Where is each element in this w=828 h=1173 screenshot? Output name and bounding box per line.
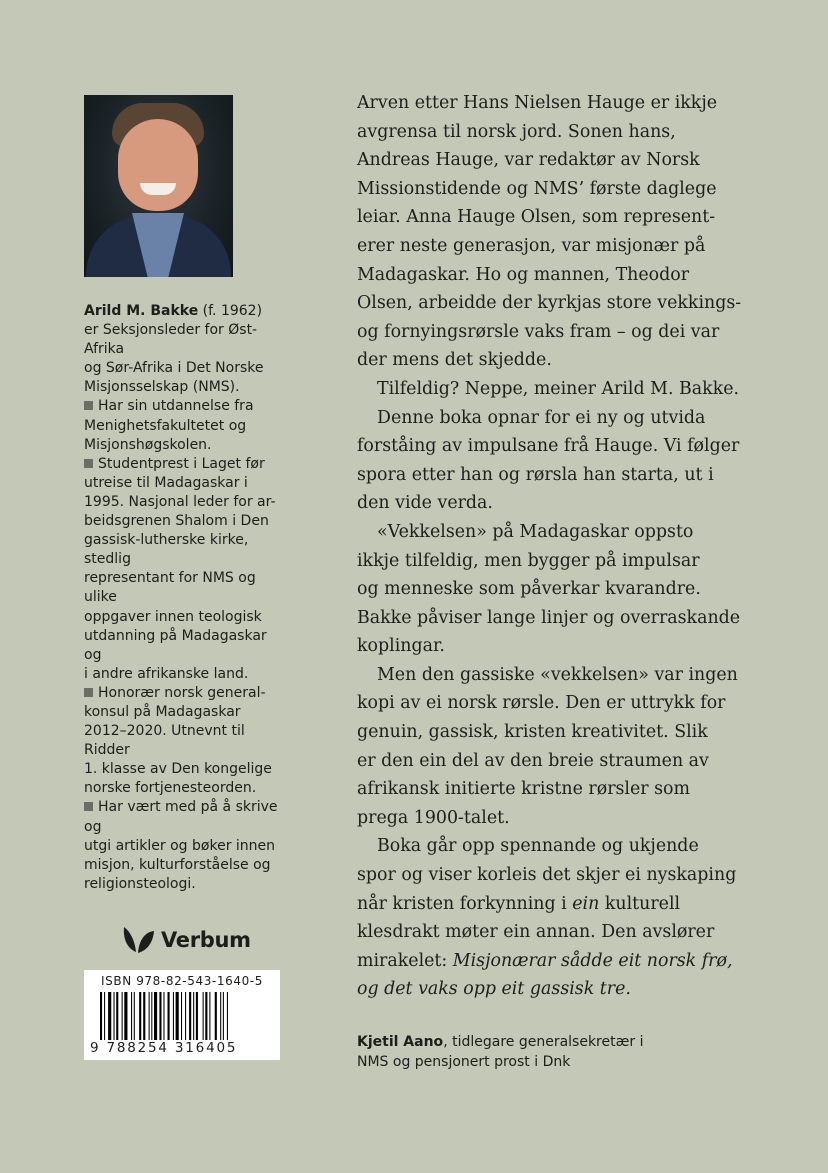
blurb-line: afrikansk initierte kristne rørsler som <box>357 779 691 800</box>
blurb-line: leiar. Anna Hauge Olsen, som represent- <box>357 207 716 228</box>
bio-line: Har vært med på å skrive og <box>84 799 278 835</box>
blurb-line: der mens det skjedde. <box>357 350 552 371</box>
barcode-bar <box>220 992 221 1040</box>
emphasis-text: Misjonærar sådde eit norsk frø, <box>452 950 733 971</box>
signature-line: NMS og pensjonert prost i Dnk <box>357 1054 571 1070</box>
barcode-bar <box>189 992 191 1040</box>
blurb-paragraph <box>357 661 757 833</box>
bio-line: misjon, kulturforståelse og <box>84 856 271 873</box>
author-heading <box>84 302 284 321</box>
barcode-digits: 9 788254 316405 <box>90 1040 238 1056</box>
blurb-line <box>357 890 757 919</box>
signature-line <box>357 1032 717 1052</box>
blurb-line: klesdrakt møter ein annan. Den avslører <box>357 922 715 943</box>
barcode-bar <box>215 992 217 1040</box>
blurb-line: spor og viser korleis det skjer ei nyskaping <box>357 865 737 886</box>
blurb-line: Tilfeldig? Neppe, meiner Arild M. Bakke. <box>377 378 740 399</box>
bio-line: 2012–2020. Utnevnt til Ridder <box>84 723 245 759</box>
barcode-bar <box>159 992 161 1040</box>
barcode-bar <box>181 992 182 1040</box>
barcode-bar <box>223 992 224 1040</box>
barcode-bar <box>124 992 127 1040</box>
blurb-paragraph <box>357 404 757 518</box>
blurb-paragraph <box>357 518 757 661</box>
blurb-line: erer neste generasjon, var misjonær på <box>357 235 706 256</box>
barcode-bar <box>116 992 118 1040</box>
bio-line: Misjonsselskap (NMS). <box>84 379 240 396</box>
barcode-bar <box>196 992 198 1040</box>
barcode-bar <box>149 992 150 1040</box>
barcode-bar <box>163 992 164 1040</box>
signature-title: , tidlegare generalsekretær i <box>443 1034 644 1050</box>
blurb-line: prega 1900-talet. <box>357 807 510 828</box>
barcode-bar <box>104 992 105 1040</box>
author-bio <box>84 302 284 894</box>
publisher-name: Verbum <box>161 928 251 952</box>
barcode-bar <box>108 992 111 1040</box>
blurb-line <box>357 947 757 976</box>
text-segment: når kristen forkynning i <box>357 893 573 914</box>
emphasis-text: ein <box>572 893 600 914</box>
bio-line: beidsgrenen Shalom i Den <box>84 513 269 530</box>
bio-bullet-consul <box>84 684 284 799</box>
blurb-line: og fornyingsrørsle vaks fram – og dei var <box>357 321 720 342</box>
blurb-line: Bakke påviser lange linjer og overraskande <box>357 607 741 628</box>
blurb-line: Men den gassiske «vekkelsen» var ingen <box>377 664 738 685</box>
text-segment: kulturell <box>599 893 681 914</box>
blurb-line: den vide verda. <box>357 493 493 514</box>
bio-line: gassisk-lutherske kirke, stedlig <box>84 532 249 568</box>
publisher-logo <box>121 925 251 955</box>
bio-line: utreise til Madagaskar i <box>84 474 248 491</box>
blurb-line: spora etter han og rørsla han starta, ut i <box>357 464 714 485</box>
barcode-bar <box>227 992 228 1040</box>
blurb-line: kopi av ei norsk rørsle. Den er uttrykk for <box>357 693 726 714</box>
blurb-signature <box>357 1032 717 1072</box>
barcode-bars <box>100 992 274 1040</box>
bio-line: utgi artikler og bøker innen <box>84 837 276 854</box>
blurb-line: er den ein del av den breie straumen av <box>357 750 709 771</box>
bio-line: 1. klasse av Den kongelige <box>84 761 272 778</box>
barcode-bar <box>139 992 141 1040</box>
bio-line: i andre afrikanske land. <box>84 665 249 682</box>
blurb-line: genuin, gassisk, kristen kreativitet. Slik <box>357 722 708 743</box>
blurb-line: forståing av impulsane frå Hauge. Vi følger <box>357 436 740 457</box>
bio-line: Menighetsfakultetet og <box>84 417 247 434</box>
blurb-line: ikkje tilfeldig, men bygger på impulsar <box>357 550 700 571</box>
barcode-bar <box>205 992 207 1040</box>
blurb-line: avgrensa til norsk jord. Sonen hans, <box>357 121 676 142</box>
bio-line: utdanning på Madagaskar og <box>84 627 267 663</box>
leaf-icon <box>121 925 157 955</box>
barcode-bar <box>193 992 194 1040</box>
bullet-square-icon <box>84 401 93 410</box>
emphasis-text: og det vaks opp eit gassisk tre. <box>357 979 631 1000</box>
bio-bullet-career <box>84 455 284 684</box>
blurb-line: Madagaskar. Ho og mannen, Theodor <box>357 264 690 285</box>
text-segment: mirakelet: <box>357 950 453 971</box>
blurb-paragraph <box>357 375 757 404</box>
barcode-bar <box>131 992 132 1040</box>
barcode-bar <box>209 992 210 1040</box>
barcode-bar <box>176 992 179 1040</box>
barcode-bar <box>134 992 135 1040</box>
barcode-bar <box>203 992 204 1040</box>
bio-line: 1995. Nasjonal leder for ar- <box>84 493 276 510</box>
bullet-square-icon <box>84 459 93 468</box>
isbn-barcode <box>84 970 280 1060</box>
bio-line: oppgaver innen teologisk <box>84 608 262 625</box>
blurb-line: koplingar. <box>357 636 445 657</box>
blurb-line: Boka går opp spennande og ukjende <box>377 836 699 857</box>
blurb-line: Andreas Hauge, var redaktør av Norsk <box>357 150 700 171</box>
blurb-line: Olsen, arbeidde der kyrkjas store vekkings- <box>357 293 742 314</box>
blurb-line: Arven etter Hans Nielsen Hauge er ikkje <box>357 93 718 113</box>
signature-name: Kjetil Aano <box>357 1034 444 1050</box>
blurb-paragraph-last <box>357 832 757 1004</box>
barcode-bar <box>173 992 174 1040</box>
author-intro <box>84 321 284 397</box>
bio-bullet-writing <box>84 798 284 893</box>
barcode-bar <box>114 992 115 1040</box>
bio-line: religionsteologi. <box>84 875 196 892</box>
blurb-line: «Vekkelsen» på Madagaskar oppsto <box>377 521 694 542</box>
blurb-line: og menneske som påverkar kvarandre. <box>357 579 701 600</box>
blurb-line: Missionstidende og NMS’ første daglege <box>357 178 717 199</box>
bio-line: Har sin utdannelse fra <box>98 398 254 415</box>
barcode-bar <box>151 992 152 1040</box>
bullet-square-icon <box>84 802 93 811</box>
bio-line: representant for NMS og ulike <box>84 570 256 606</box>
author-photo <box>84 95 233 277</box>
barcode-bar <box>100 992 102 1040</box>
barcode-bar <box>143 992 145 1040</box>
blurb-line: Denne boka opnar for ei ny og utvida <box>377 407 706 428</box>
barcode-bar <box>168 992 170 1040</box>
author-born: (f. 1962) <box>202 303 263 319</box>
bio-line: Honorær norsk general- <box>98 684 266 701</box>
back-cover-blurb <box>357 89 757 1004</box>
bio-line: norske fortjenesteorden. <box>84 780 257 797</box>
author-name: Arild M. Bakke <box>84 303 199 319</box>
barcode-bar <box>122 992 123 1040</box>
blurb-paragraph <box>357 89 757 375</box>
bio-line: Studentprest i Laget før <box>98 455 265 472</box>
barcode-bar <box>185 992 186 1040</box>
blurb-line <box>357 975 757 1004</box>
bio-bullet-education <box>84 397 284 454</box>
bullet-square-icon <box>84 688 93 697</box>
isbn-number: ISBN 978-82-543-1640-5 <box>101 974 263 988</box>
barcode-bar <box>154 992 157 1040</box>
bio-line: konsul på Madagaskar <box>84 703 241 720</box>
bio-line: og Sør-Afrika i Det Norske <box>84 360 264 377</box>
bio-line: Misjonshøgskolen. <box>84 436 212 453</box>
bio-line: er Seksjonsleder for Øst-Afrika <box>84 322 258 358</box>
